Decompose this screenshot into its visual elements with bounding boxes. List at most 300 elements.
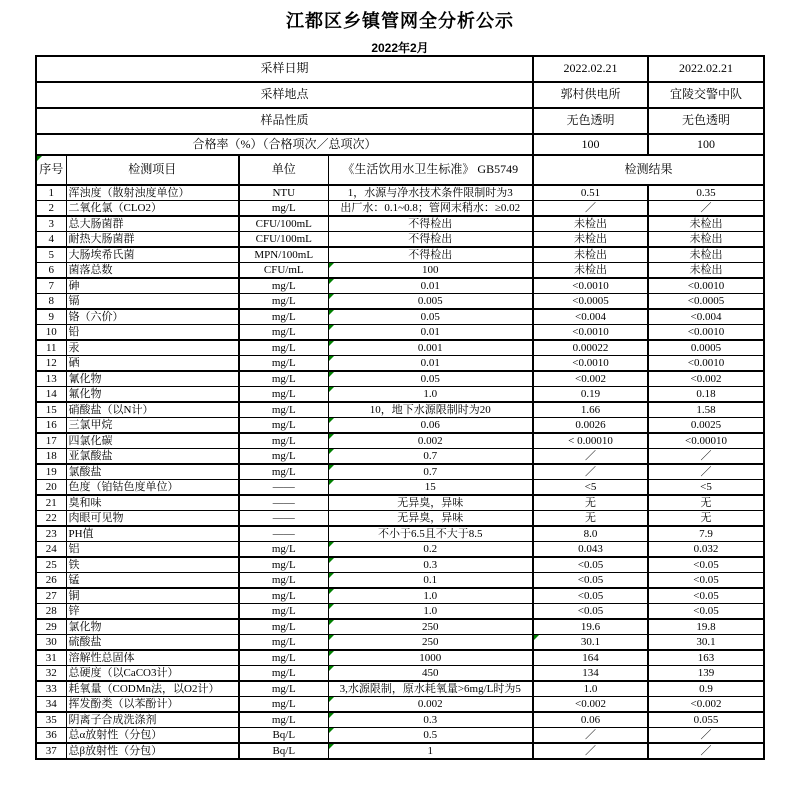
excel-flag-icon [329,279,334,284]
result2-cell-text: 0.35 [696,186,716,199]
excel-flag-icon [329,620,334,625]
unit-cell-text: —— [272,511,295,524]
unit-cell [239,464,328,480]
result2-cell-text: 未检出 [689,217,723,230]
info-label-pass-rate: 合格率（%）（合格项次／总项次） [36,134,533,155]
seq-cell-text: 4 [48,232,54,245]
item-cell [66,681,239,697]
excel-flag-icon [329,728,334,733]
result2-cell [648,371,764,387]
result2-cell-text: <0.05 [693,604,719,617]
result1-cell [533,542,648,558]
standard-cell-text: 1 [427,744,433,757]
result2-cell-text: <0.0010 [687,279,725,292]
seq-cell-text: 26 [45,573,57,586]
unit-cell-text: CFU/mL [263,263,304,276]
excel-flag-icon [329,263,334,268]
unit-cell-text: mg/L [271,573,296,586]
table-row [36,495,764,511]
excel-flag-icon [329,713,334,718]
result2-cell-text: 7.9 [699,527,713,540]
result1-cell [533,495,648,511]
standard-cell-text: 无异臭，异味 [397,511,464,524]
standard-cell [328,464,533,480]
standard-cell [328,185,533,201]
item-cell [66,371,239,387]
item-cell [66,232,239,248]
result2-cell-text: <0.00010 [685,434,727,447]
result2-cell-text: 0.18 [696,387,716,400]
result1-cell-text: 未检出 [574,263,608,276]
standard-cell [328,247,533,263]
table-row [36,294,764,310]
page-title: 江都区乡镇管网全分析公示 [286,11,514,31]
standard-cell [328,681,533,697]
seq-cell [36,387,66,403]
result1-cell [533,263,648,279]
seq-cell [36,619,66,635]
result1-cell [533,278,648,294]
item-cell-text: 镉 [68,294,80,307]
table-row [36,371,764,387]
item-cell-text: 四氯化碳 [68,434,113,447]
unit-cell [239,340,328,356]
standard-cell-text: 0.01 [420,356,440,369]
unit-cell [239,619,328,635]
unit-cell [239,263,328,279]
seq-cell-text: 19 [45,465,57,478]
result1-cell [533,402,648,418]
item-cell-text: 二氧化氯（CLO2） [68,201,162,214]
result1-cell [533,604,648,620]
excel-flag-icon [329,310,334,315]
seq-cell [36,294,66,310]
unit-cell-text: mg/L [271,713,296,726]
item-cell [66,294,239,310]
result2-cell-text: 0.9 [699,682,713,695]
standard-cell [328,495,533,511]
table-row [36,232,764,248]
result2-cell-text: ／ [700,744,712,757]
standard-cell-text: 0.7 [423,465,438,478]
standard-cell-text: 0.01 [420,325,440,338]
standard-cell [328,449,533,465]
result1-cell [533,449,648,465]
item-cell [66,480,239,496]
result1-cell-text: <0.002 [575,697,606,710]
unit-cell-text: mg/L [271,651,296,664]
result1-cell [533,185,648,201]
table-row [36,728,764,744]
seq-cell-text: 6 [48,263,54,276]
unit-cell [239,728,328,744]
table-row [36,278,764,294]
unit-cell-text: mg/L [271,403,296,416]
item-cell-text: 硫酸盐 [68,635,102,648]
item-cell-text: 溶解性总固体 [68,651,135,664]
result2-cell-text: <0.05 [693,573,719,586]
result1-cell [533,588,648,604]
result2-cell [648,650,764,666]
result1-cell [533,480,648,496]
item-cell [66,185,239,201]
excel-flag-icon [329,372,334,377]
unit-cell-text: mg/L [271,682,296,695]
seq-cell [36,449,66,465]
result1-cell-text: 0.00022 [572,341,609,354]
item-cell [66,418,239,434]
sampling-date-value-2: 2022.02.21 [648,56,764,82]
unit-cell-text: Bq/L [272,728,296,741]
unit-cell [239,495,328,511]
result1-cell-text: 未检出 [574,217,608,230]
standard-cell [328,526,533,542]
unit-cell-text: CFU/100mL [255,217,312,230]
result2-cell-text: <0.004 [690,310,722,323]
unit-cell [239,526,328,542]
result1-cell-text: 0.06 [580,713,601,726]
item-cell-text: 锰 [68,573,80,586]
result2-cell-text: 139 [697,666,715,679]
item-cell [66,201,239,217]
standard-cell-text: 0.001 [417,341,443,354]
unit-cell [239,201,328,217]
seq-cell [36,542,66,558]
result2-cell-text: <0.002 [690,697,722,710]
table-row [36,666,764,682]
result1-cell [533,650,648,666]
seq-cell-text: 34 [45,697,57,710]
seq-cell-text: 32 [45,666,57,679]
standard-cell-text: 0.002 [417,434,443,447]
unit-cell [239,650,328,666]
result2-cell [648,604,764,620]
result1-cell-text: <0.0010 [572,356,609,369]
unit-cell-text: —— [272,480,295,493]
unit-cell [239,402,328,418]
excel-flag-icon [534,635,539,640]
item-cell [66,464,239,480]
standard-cell [328,278,533,294]
seq-cell-text: 17 [45,434,57,447]
result2-cell-text: 30.1 [696,635,716,648]
item-cell [66,697,239,713]
unit-cell-text: mg/L [271,465,296,478]
seq-cell [36,573,66,589]
table-row [36,542,764,558]
table-row [36,418,764,434]
table-row [36,681,764,697]
result1-cell [533,635,648,651]
seq-cell-text: 28 [45,604,57,617]
excel-flag-icon [329,465,334,470]
result2-cell [648,418,764,434]
standard-cell-text: 0.3 [423,713,438,726]
unit-cell-text: —— [272,496,295,509]
standard-cell-text: 100 [422,263,439,276]
table-row [36,216,764,232]
result1-cell [533,325,648,341]
table-row [36,402,764,418]
standard-cell [328,542,533,558]
unit-cell [239,573,328,589]
result2-cell-text: <0.05 [693,558,719,571]
unit-cell [239,325,328,341]
seq-cell [36,216,66,232]
seq-cell-text: 5 [48,248,54,261]
table-row [36,480,764,496]
item-cell-text: PH值 [68,527,94,540]
item-cell-text: 硝酸盐（以N计） [68,403,154,416]
unit-cell [239,743,328,759]
excel-flag-icon [329,697,334,702]
item-cell-text: 臭和味 [68,496,102,509]
excel-flag-icon [37,156,42,161]
table-row [36,604,764,620]
standard-cell [328,635,533,651]
result2-cell [648,511,764,527]
sample-nature-value-2: 无色透明 [648,108,764,134]
item-cell-text: 硒 [68,356,80,369]
result2-cell-text: <0.0005 [687,294,725,307]
standard-cell-text: 1.0 [423,589,438,602]
unit-cell [239,371,328,387]
item-cell [66,650,239,666]
result2-cell [648,387,764,403]
seq-cell-text: 25 [45,558,57,571]
unit-cell-text: mg/L [271,697,296,710]
unit-cell [239,712,328,728]
unit-cell-text: mg/L [271,387,296,400]
unit-cell-text: mg/L [271,325,296,338]
table-row [36,387,764,403]
standard-cell-text: 1.0 [423,604,438,617]
col-header-seq-label: 序号 [39,162,64,177]
result1-cell [533,712,648,728]
excel-flag-icon [329,744,334,749]
result1-cell-text: 134 [582,666,599,679]
standard-cell-text: 出厂水：0.1~0.8；管网末稍水：≥0.02 [340,201,521,214]
standard-cell [328,511,533,527]
excel-flag-icon [329,573,334,578]
result2-cell [648,526,764,542]
column-header-row [36,155,764,185]
unit-cell-text: mg/L [271,449,296,462]
result2-cell [648,232,764,248]
table-row [36,247,764,263]
unit-cell-text: mg/L [271,635,296,648]
excel-flag-icon [329,294,334,299]
seq-cell [36,743,66,759]
table-row [36,185,764,201]
seq-cell-text: 24 [45,542,57,555]
sampling-location-value-2: 宜陵交警中队 [648,82,764,108]
standard-cell [328,666,533,682]
item-cell-text: 氯化物 [68,620,102,633]
item-cell-text: 铝 [68,542,80,555]
result2-cell-text: 无 [700,496,712,509]
result2-cell [648,743,764,759]
unit-cell-text: mg/L [271,310,296,323]
result2-cell [648,325,764,341]
standard-cell [328,294,533,310]
result1-cell [533,294,648,310]
unit-cell-text: mg/L [271,542,296,555]
seq-cell [36,185,66,201]
unit-cell-text: Bq/L [272,744,296,757]
result1-cell-text: 1.66 [580,403,601,416]
result2-cell-text: <0.0010 [687,356,725,369]
unit-cell-text: NTU [272,186,296,199]
excel-flag-icon [329,604,334,609]
result1-cell-text: 8.0 [583,527,598,540]
info-row-sampling-date [36,56,764,82]
result1-cell-text: 无 [585,496,597,509]
standard-cell [328,232,533,248]
info-label-sample-nature: 样品性质 [36,108,533,134]
result1-cell [533,309,648,325]
seq-cell [36,635,66,651]
col-header-result: 检测结果 [533,155,764,185]
item-cell-text: 氟化物 [68,387,102,400]
seq-cell [36,604,66,620]
result1-cell [533,387,648,403]
item-cell [66,247,239,263]
unit-cell [239,232,328,248]
pass-rate-value-1: 100 [533,134,648,155]
standard-cell [328,371,533,387]
item-cell [66,573,239,589]
item-cell [66,526,239,542]
standard-cell-text: 250 [422,635,439,648]
result1-cell-text: <0.0010 [572,279,609,292]
analysis-table [35,55,765,760]
standard-cell-text: 1.0 [423,387,438,400]
standard-cell-text: 250 [422,620,439,633]
result1-cell [533,433,648,449]
standard-cell-text: 不小于6.5且不大于8.5 [378,527,483,540]
seq-cell [36,247,66,263]
unit-cell-text: —— [272,527,295,540]
standard-cell-text: 不得检出 [408,232,453,245]
result1-cell-text: 1.0 [583,682,598,695]
result2-cell-text: 0.032 [693,542,719,555]
standard-cell [328,402,533,418]
item-cell-text: 菌落总数 [68,263,113,276]
result1-cell-text: <0.0010 [572,325,609,338]
item-cell [66,511,239,527]
unit-cell-text: mg/L [271,341,296,354]
item-cell [66,619,239,635]
result1-cell-text: <5 [584,480,597,493]
result2-cell-text: <0.05 [693,589,719,602]
result2-cell-text: 19.8 [696,620,716,633]
seq-cell [36,511,66,527]
seq-cell [36,588,66,604]
result1-cell-text: 30.1 [580,635,601,648]
unit-cell-text: mg/L [271,604,296,617]
standard-cell [328,557,533,573]
result2-cell [648,433,764,449]
table-row [36,712,764,728]
result1-cell [533,464,648,480]
seq-cell [36,681,66,697]
sampling-date-value-1: 2022.02.21 [533,56,648,82]
item-cell [66,309,239,325]
excel-flag-icon [329,434,334,439]
result1-cell-text: <0.05 [577,573,604,586]
result2-cell-text: 未检出 [689,232,723,245]
result2-cell-text: 0.0025 [690,418,722,431]
seq-cell-text: 15 [45,403,57,416]
result1-cell [533,232,648,248]
item-cell-text: 挥发酚类（以苯酚计） [68,697,179,710]
table-row [36,449,764,465]
unit-cell [239,480,328,496]
unit-cell-text: mg/L [271,418,296,431]
seq-cell [36,650,66,666]
result1-cell-text: ／ [585,449,597,462]
seq-cell-text: 11 [45,341,57,354]
standard-cell [328,433,533,449]
result1-cell-text: <0.05 [577,558,604,571]
result1-cell [533,340,648,356]
standard-cell-text: 0.05 [420,310,440,323]
seq-cell-text: 30 [45,635,57,648]
item-cell [66,402,239,418]
seq-cell [36,402,66,418]
report-month: 2022年2月 [371,41,429,55]
excel-flag-icon [329,449,334,454]
unit-cell-text: mg/L [271,434,296,447]
seq-cell [36,526,66,542]
item-cell [66,666,239,682]
result1-cell-text: <0.0005 [572,294,609,307]
standard-cell [328,604,533,620]
standard-cell [328,573,533,589]
item-cell [66,743,239,759]
result2-cell-text: <0.002 [690,372,722,385]
seq-cell-text: 33 [45,682,57,695]
standard-cell-text: 1，水源与净水技术条件限制时为3 [347,186,513,199]
info-section [36,56,764,185]
standard-cell-text: 不得检出 [408,248,453,261]
info-row-sampling-location [36,82,764,108]
standard-cell-text: 15 [424,480,436,493]
seq-cell [36,464,66,480]
seq-cell-text: 21 [45,496,57,509]
standard-cell [328,340,533,356]
unit-cell [239,588,328,604]
result1-cell [533,557,648,573]
info-row-sample-nature [36,108,764,134]
unit-cell [239,542,328,558]
seq-cell [36,480,66,496]
pass-rate-value-2: 100 [648,134,764,155]
seq-cell [36,232,66,248]
item-cell-text: 大肠埃希氏菌 [68,248,135,261]
seq-cell [36,309,66,325]
result2-cell-text: ／ [700,728,712,741]
table-row [36,201,764,217]
seq-cell-text: 13 [45,372,57,385]
item-cell [66,356,239,372]
table-row [36,325,764,341]
unit-cell-text: CFU/100mL [255,232,312,245]
result2-cell [648,480,764,496]
standard-cell-text: 450 [422,666,439,679]
seq-cell [36,418,66,434]
